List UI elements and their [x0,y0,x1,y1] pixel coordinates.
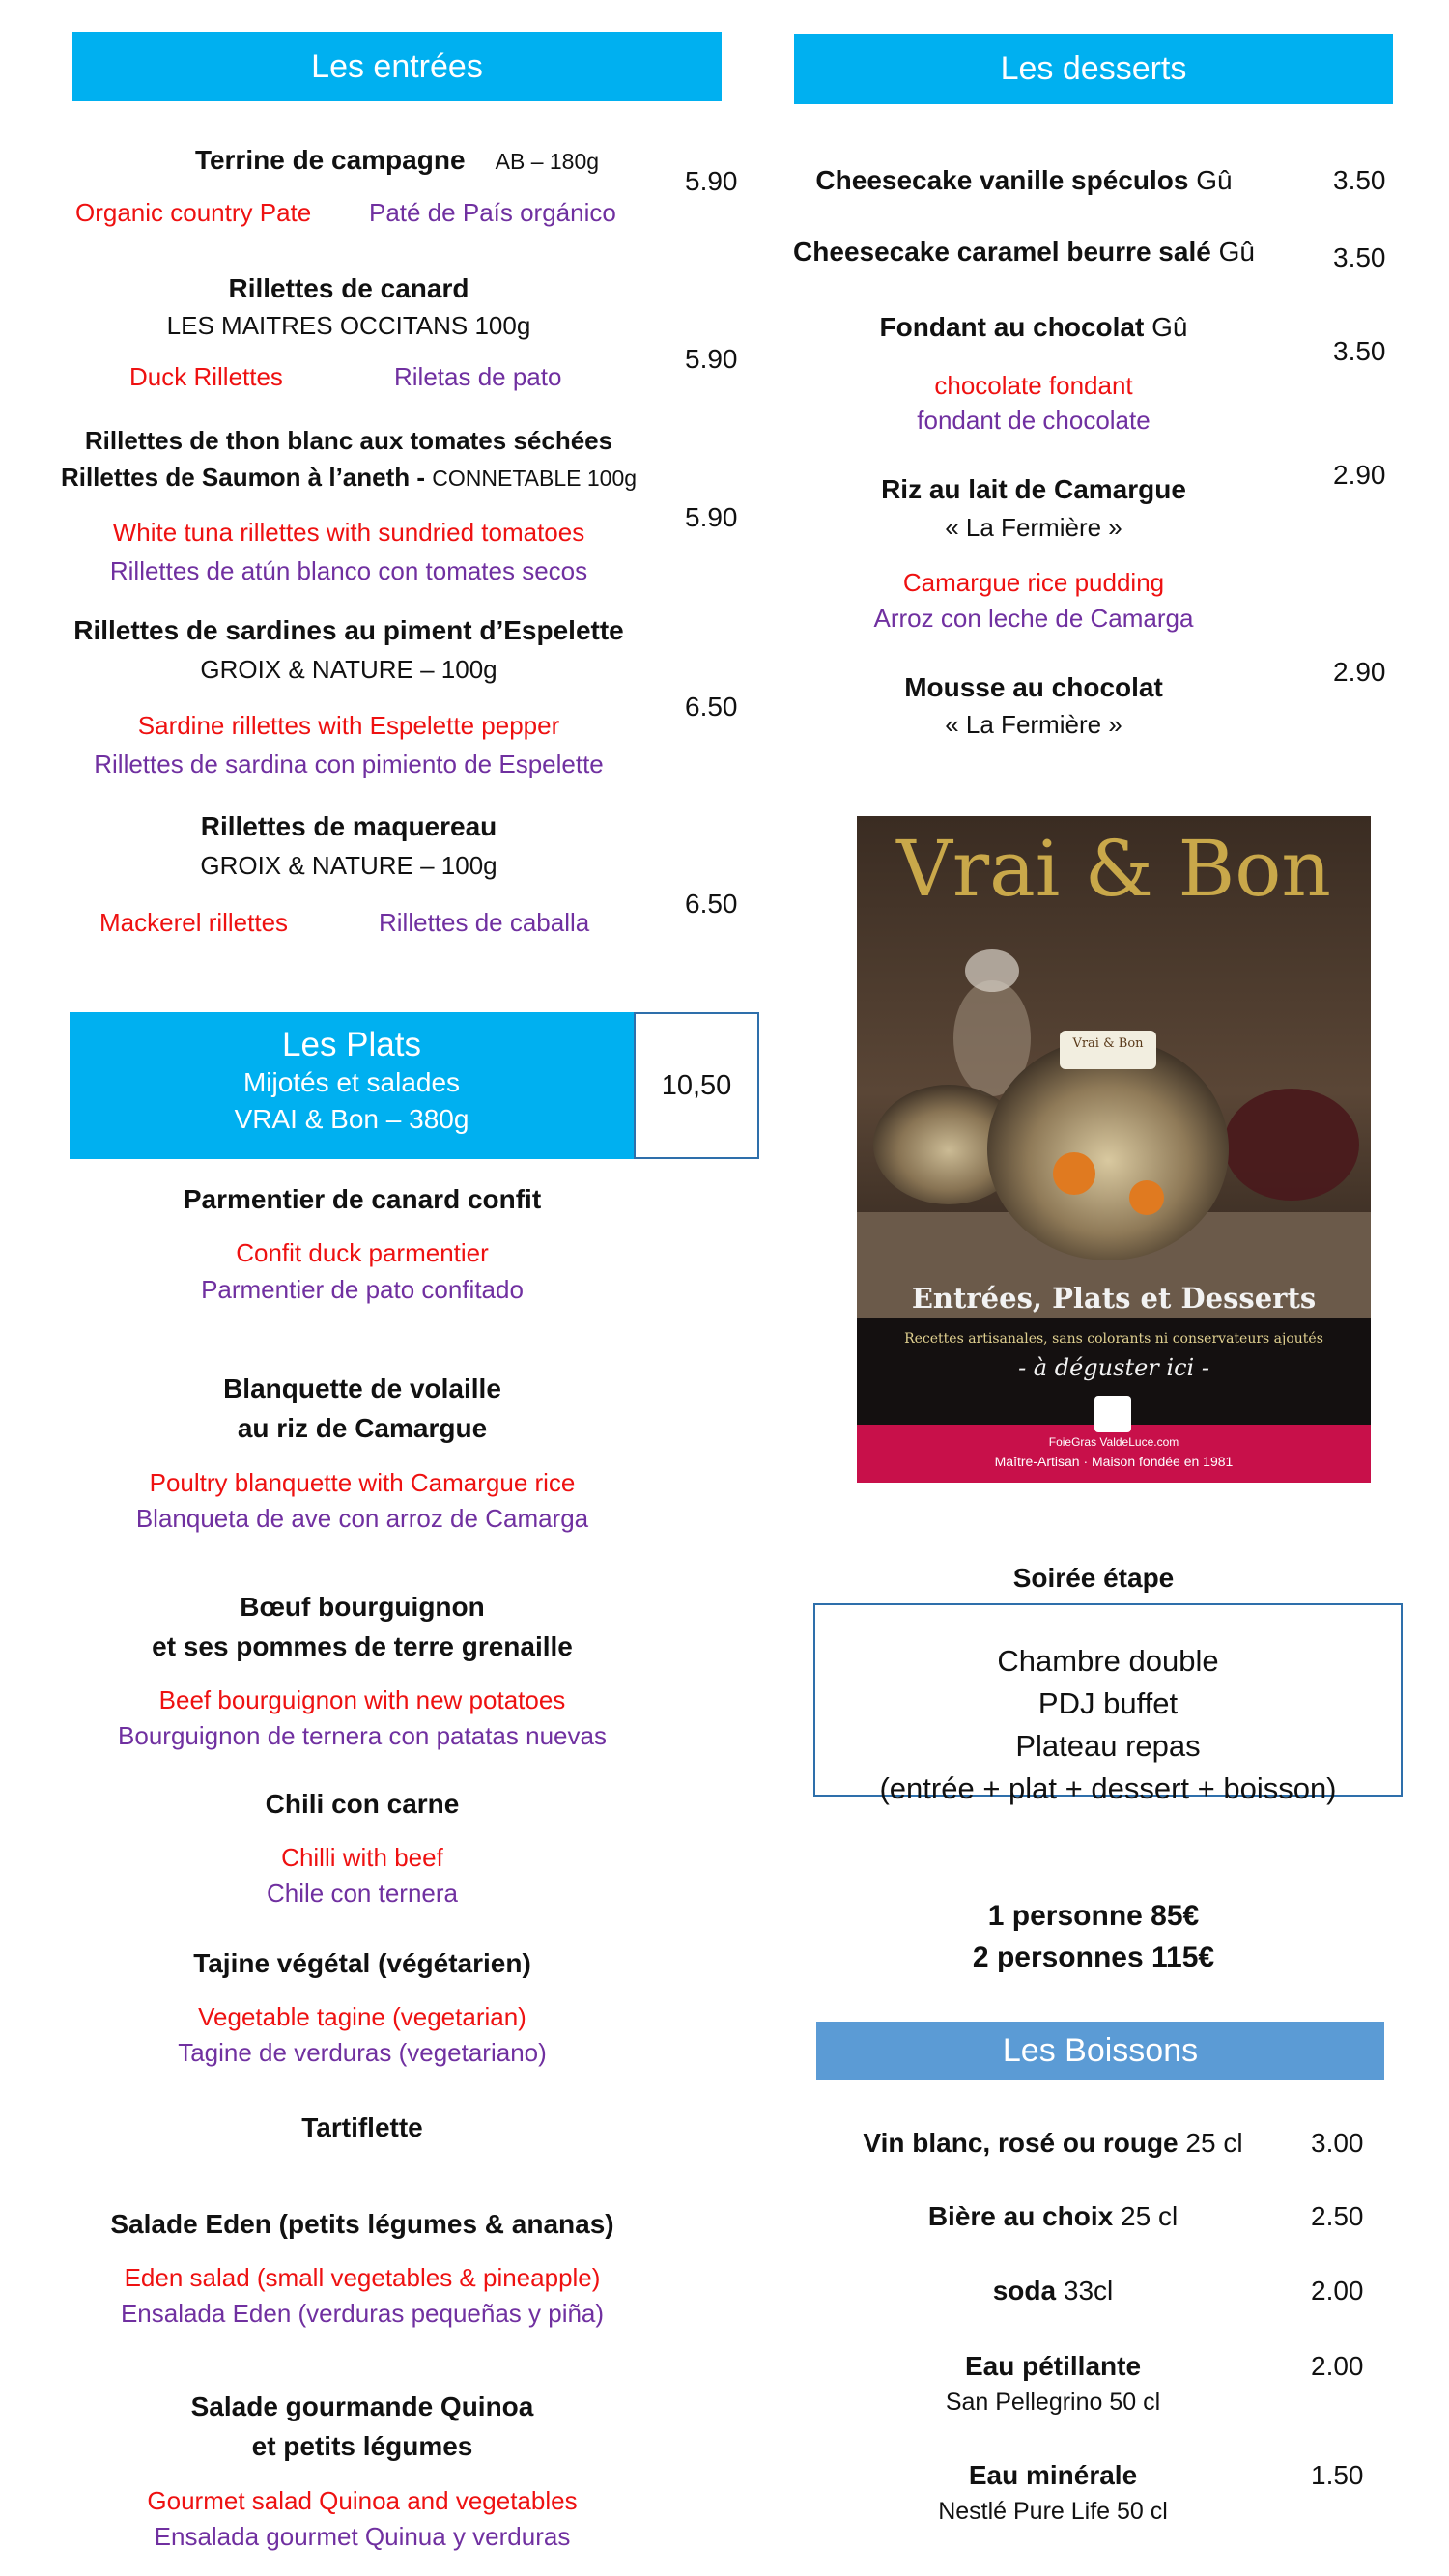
plat-5-spanish: Tagine de verduras (vegetariano) [178,2038,547,2067]
dessert-2-name [763,237,1285,268]
dessert-3-tag: Gû [1151,312,1188,342]
boisson-5-detail: Nestlé Pure Life 50 cl [938,2498,1168,2525]
desserts-header-label: Les desserts [1000,50,1187,87]
plat-4-english: Chilli with beef [281,1843,443,1872]
entree-1-name [72,145,722,176]
dessert-4-spanish: Arroz con leche de Camarga [873,604,1194,633]
boissons-header [816,2022,1384,2080]
dessert-1-name-text: Cheesecake vanille spéculos [815,165,1189,195]
dessert-3-name-text: Fondant au chocolat [879,312,1145,342]
entree-2-price: 5.90 [685,344,738,374]
entree-1-english: Organic country Pate [75,198,312,227]
entree-5-name: Rillettes de maquereau [200,811,497,841]
entree-4-english: Sardine rillettes with Espelette pepper [137,711,560,740]
boisson-2-price: 2.50 [1311,2201,1364,2231]
boisson-3-price: 2.00 [1311,2276,1364,2306]
boisson-4-price: 2.00 [1311,2351,1364,2381]
plat-6-name: Tartiflette [301,2112,423,2142]
boisson-4-name: Eau pétillante [964,2351,1142,2381]
entree-5-english: Mackerel rillettes [99,908,289,937]
entree-2-english: Duck Rillettes [129,362,283,391]
entree-5-price: 6.50 [685,889,738,919]
plat-1-spanish: Parmentier de pato confitado [201,1275,524,1304]
entree-4-name: Rillettes de sardines au piment d’Espelette [73,615,624,645]
dessert-1-name [763,165,1285,196]
entree-1-price: 5.90 [685,166,738,196]
entree-1-detail: AB – 180g [495,149,600,174]
entree-2-spanish: Riletas de pato [394,362,562,391]
boisson-4-detail: San Pellegrino 50 cl [945,2389,1161,2416]
entree-5-spanish: Rillettes de caballa [379,908,590,937]
entree-1-spanish: Paté de País orgánico [369,198,616,227]
plat-7-english: Eden salad (small vegetables & pineapple) [124,2263,601,2292]
plats-header-title: Les Plats [282,1026,421,1063]
plat-8-english: Gourmet salad Quinoa and vegetables [147,2486,578,2515]
soiree-price-2: 2 personnes 115€ [972,1941,1215,1973]
dessert-5-price: 2.90 [1333,657,1386,687]
plat-7-name: Salade Eden (petits légumes & ananas) [110,2209,614,2239]
entree-3-detail: CONNETABLE 100g [432,466,638,491]
dessert-5-detail: « La Fermière » [945,710,1122,739]
poster-cta: - à déguster ici - [1018,1354,1209,1381]
soiree-title: Soirée étape [1012,1563,1175,1593]
entree-2-name: Rillettes de canard [228,273,469,303]
boisson-1-size: 25 cl [1185,2128,1243,2158]
plats-price: 10,50 [661,1070,732,1101]
boisson-1-price: 3.00 [1311,2128,1364,2158]
entree-2-detail: LES MAITRES OCCITANS 100g [166,311,531,340]
plat-2-english: Poultry blanquette with Camargue rice [149,1468,576,1497]
desserts-header [794,34,1393,104]
plat-3-name-line1: Bœuf bourguignon [240,1592,485,1622]
plat-5-name: Tajine végétal (végétarien) [193,1948,531,1978]
dessert-2-tag: Gû [1218,237,1255,267]
dessert-3-english: chocolate fondant [934,371,1133,400]
plats-header [70,1012,634,1159]
entrees-header [72,32,722,101]
boissons-header-label: Les Boissons [1002,2032,1199,2069]
plats-header-sub1: Mijotés et salades [242,1067,461,1097]
dessert-2-price: 3.50 [1333,242,1386,272]
entree-4-spanish: Rillettes de sardina con pimiento de Espelette [94,750,604,778]
dessert-2-name-text: Cheesecake caramel beurre salé [793,237,1211,267]
entree-3-spanish: Rillettes de atún blanco con tomates secos [109,556,588,585]
entree-3-name-line2 [24,463,673,493]
soiree-line-3: Plateau repas [1015,1729,1201,1763]
plat-3-spanish: Bourguignon de ternera con patatas nuevas [118,1721,607,1750]
dessert-4-price: 2.90 [1333,460,1386,490]
dessert-3-spanish: fondant de chocolate [917,406,1151,435]
plats-header-sub2: VRAI & Bon – 380g [234,1104,469,1134]
vrai-bon-poster [857,816,1371,1483]
dessert-4-english: Camargue rice pudding [902,568,1165,597]
poster-logo-icon [1094,1396,1131,1432]
boisson-3-name [802,2276,1304,2307]
poster-footer-line: Maître-Artisan · Maison fondée en 1981 [994,1454,1234,1469]
plat-2-spanish: Blanqueta de ave con arroz de Camarga [135,1504,589,1533]
plat-8-spanish: Ensalada gourmet Quinua y verduras [154,2522,571,2551]
entree-3-name-line2-text: Rillettes de Saumon à l’aneth - [60,463,426,492]
poster-jar-label: Vrai & Bon [1072,1036,1144,1051]
entree-1-name-text: Terrine de campagne [194,145,466,175]
plat-8-name-line1: Salade gourmande Quinoa [190,2392,534,2421]
soiree-price-1: 1 personne 85€ [987,1900,1200,1932]
entree-3-price: 5.90 [685,502,738,532]
soiree-line-2: PDJ buffet [1037,1686,1179,1720]
plat-1-name: Parmentier de canard confit [183,1184,542,1214]
entree-3-english: White tuna rillettes with sundried tomatoes [112,518,585,547]
plat-3-name-line2: et ses pommes de terre grenaille [152,1631,573,1661]
plat-1-english: Confit duck parmentier [236,1238,489,1267]
boisson-1-name [802,2128,1304,2159]
soiree-line-1: Chambre double [997,1644,1219,1678]
dessert-3-name [773,312,1294,343]
plat-8-name-line2: et petits légumes [251,2431,473,2461]
plat-2-name-line1: Blanquette de volaille [223,1373,501,1403]
dessert-4-name: Riz au lait de Camargue [881,474,1186,504]
plat-3-english: Beef bourguignon with new potatoes [158,1685,566,1714]
plat-7-spanish: Ensalada Eden (verduras pequeñas y piña) [120,2299,605,2328]
boisson-2-name [802,2201,1304,2232]
dessert-3-price: 3.50 [1333,336,1386,366]
boisson-3-name-text: soda [992,2276,1057,2306]
soiree-line-4: (entrée + plat + dessert + boisson) [879,1771,1337,1805]
poster-brand: Vrai & Bon [896,824,1331,914]
entrees-header-label: Les entrées [311,48,483,85]
boisson-5-name: Eau minérale [968,2460,1138,2490]
entree-4-detail: GROIX & NATURE – 100g [200,655,497,684]
plat-4-spanish: Chile con ternera [267,1879,458,1908]
entree-4-price: 6.50 [685,692,738,722]
boisson-1-name-text: Vin blanc, rosé ou rouge [863,2128,1179,2158]
dessert-4-detail: « La Fermière » [945,513,1122,542]
plat-5-english: Vegetable tagine (vegetarian) [198,2002,526,2031]
plat-4-name: Chili con carne [265,1789,460,1819]
plat-2-name-line2: au riz de Camargue [237,1413,488,1443]
boisson-3-size: 33cl [1063,2276,1114,2306]
dessert-1-price: 3.50 [1333,165,1386,195]
dessert-1-tag: Gû [1196,165,1233,195]
entree-3-name-line1: Rillettes de thon blanc aux tomates séchées [84,426,613,455]
boisson-5-price: 1.50 [1311,2460,1364,2490]
dessert-5-name: Mousse au chocolat [904,672,1163,702]
boisson-2-size: 25 cl [1121,2201,1179,2231]
poster-illustration [857,816,1371,1483]
poster-tagline: Recettes artisanales, sans colorants ni conservateurs ajoutés [904,1331,1323,1346]
soiree-box [813,1603,1403,1805]
boisson-2-name-text: Bière au choix [927,2201,1114,2231]
plats-price-box [634,1012,759,1159]
entree-5-detail: GROIX & NATURE – 100g [200,851,497,880]
poster-headline: Entrées, Plats et Desserts [911,1282,1317,1315]
poster-footer-site: FoieGras ValdeLuce.com [1048,1435,1179,1449]
